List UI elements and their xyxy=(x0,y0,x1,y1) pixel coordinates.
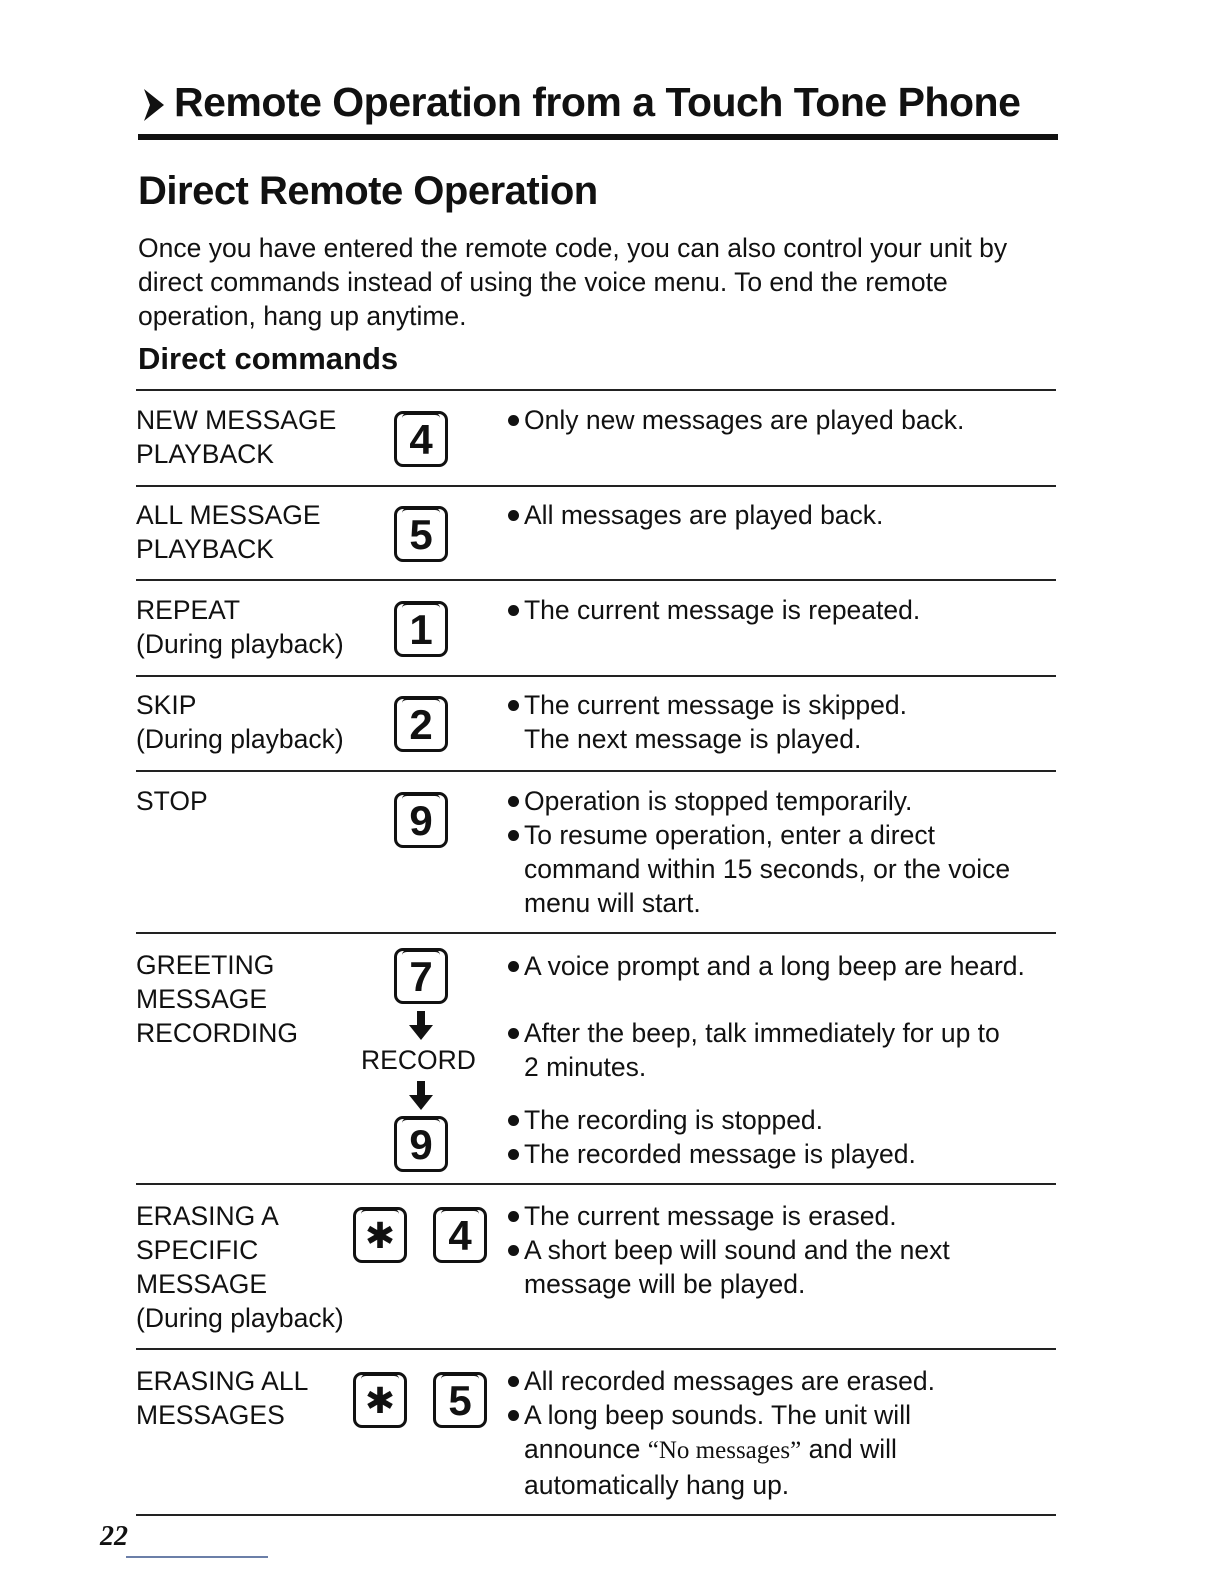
record-label: RECORD xyxy=(361,1045,476,1075)
bullet-item: A short beep will sound and the next xyxy=(506,1233,1066,1267)
table-divider xyxy=(136,485,1056,487)
label-line: MESSAGE xyxy=(136,1269,268,1299)
down-arrow-icon xyxy=(408,1011,434,1041)
label-line: MESSAGE xyxy=(136,984,268,1014)
bullet-continuation-text: announce xyxy=(524,1434,648,1464)
bullet-continuation: automatically hang up. xyxy=(524,1470,790,1500)
key-4: 4 xyxy=(394,411,448,467)
label-line: (During playback) xyxy=(136,629,344,659)
label-line: NEW MESSAGE xyxy=(136,405,337,435)
bullet-continuation-text: and will xyxy=(801,1434,897,1464)
label-line: (During playback) xyxy=(136,1303,344,1333)
table-divider xyxy=(136,770,1056,772)
command-label xyxy=(136,688,344,756)
label-line: (During playback) xyxy=(136,724,344,754)
key-1: 1 xyxy=(394,601,448,657)
table-divider xyxy=(136,1183,1056,1185)
quoted-announcement: “No messages” xyxy=(647,1437,802,1464)
key-5: 5 xyxy=(394,506,448,562)
command-description xyxy=(506,1364,1066,1502)
bullet-item: The current message is repeated. xyxy=(506,593,1066,627)
table-divider xyxy=(136,389,1056,391)
command-description xyxy=(506,593,1066,627)
label-line: ERASING ALL xyxy=(136,1366,309,1396)
bullet-item: All recorded messages are erased. xyxy=(506,1364,1066,1398)
bullet-item: Only new messages are played back. xyxy=(506,403,1066,437)
label-line: PLAYBACK xyxy=(136,534,274,564)
key-7: 7 xyxy=(394,948,448,1004)
section-title-text: Remote Operation from a Touch Tone Phone xyxy=(174,79,1021,125)
label-line: REPEAT xyxy=(136,595,241,625)
bullet-item: A voice prompt and a long beep are heard. xyxy=(506,949,1066,983)
bullet-item: The recorded message is played. xyxy=(506,1137,1066,1171)
footer-underline xyxy=(126,1556,268,1558)
command-label xyxy=(136,1364,308,1432)
command-description xyxy=(506,1199,1066,1301)
bullet-continuation: command within 15 seconds, or the voice xyxy=(524,854,1011,884)
label-line: RECORDING xyxy=(136,1018,298,1048)
command-description xyxy=(506,403,1066,437)
bullet-item: All messages are played back. xyxy=(506,498,1066,532)
key-5: 5 xyxy=(433,1372,487,1428)
command-description xyxy=(506,688,1066,756)
bullet-continuation: message will be played. xyxy=(524,1269,806,1299)
command-label xyxy=(136,784,208,818)
table-divider xyxy=(136,675,1056,677)
down-arrow-icon xyxy=(408,1081,434,1111)
bullet-continuation: menu will start. xyxy=(524,888,701,918)
bullet-continuation: The next message is played. xyxy=(524,724,862,754)
intro-paragraph: Once you have entered the remote code, you can also control your unit by direct commands instead of using the voice menu. To end the remote operation, hang up anytime. xyxy=(138,233,1008,331)
bullet-item: Operation is stopped temporarily. xyxy=(506,784,1066,818)
command-description xyxy=(506,498,1066,532)
page-number: 22 xyxy=(100,1521,128,1552)
page-subtitle: Direct Remote Operation xyxy=(138,169,598,213)
label-line: SPECIFIC xyxy=(136,1235,259,1265)
label-line: GREETING xyxy=(136,950,275,980)
command-label xyxy=(136,948,298,1050)
label-line: MESSAGES xyxy=(136,1400,285,1430)
command-label xyxy=(136,593,344,661)
table-divider xyxy=(136,1514,1056,1516)
bullet-continuation: 2 minutes. xyxy=(524,1052,647,1082)
bullet-item: After the beep, talk immediately for up to xyxy=(506,1016,1066,1050)
bullet-item: The recording is stopped. xyxy=(506,1103,1066,1137)
key-4: 4 xyxy=(433,1207,487,1263)
key-star: ✱ xyxy=(353,1207,407,1263)
label-line: ERASING A xyxy=(136,1201,279,1231)
command-label xyxy=(136,1199,344,1335)
commands-heading: Direct commands xyxy=(138,341,399,376)
bullet-item: The current message is skipped. xyxy=(506,688,1066,722)
label-line: SKIP xyxy=(136,690,197,720)
section-title xyxy=(138,78,1058,126)
key-star: ✱ xyxy=(353,1372,407,1428)
key-2: 2 xyxy=(394,696,448,752)
bullet-item: A long beep sounds. The unit will xyxy=(506,1398,1066,1432)
bullet-continuation xyxy=(506,1432,1066,1468)
table-divider xyxy=(136,932,1056,934)
key-9: 9 xyxy=(394,792,448,848)
key-9: 9 xyxy=(394,1116,448,1172)
table-divider xyxy=(136,579,1056,581)
title-divider xyxy=(138,134,1058,140)
command-label xyxy=(136,498,321,566)
label-line: PLAYBACK xyxy=(136,439,274,469)
label-line: ALL MESSAGE xyxy=(136,500,321,530)
bullet-item: To resume operation, enter a direct xyxy=(506,818,1066,852)
command-description xyxy=(506,949,1066,1171)
play-arrow-icon xyxy=(138,85,168,125)
command-description xyxy=(506,784,1066,920)
label-line: STOP xyxy=(136,786,208,816)
table-divider xyxy=(136,1348,1056,1350)
bullet-item: The current message is erased. xyxy=(506,1199,1066,1233)
command-label xyxy=(136,403,336,471)
